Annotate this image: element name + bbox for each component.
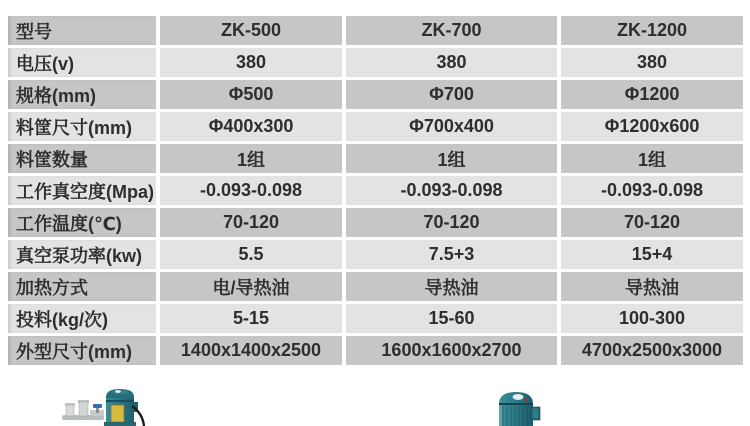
table-row-basket-size	[8, 112, 743, 141]
cell-zk1200: Φ1200x600	[561, 112, 743, 141]
cell-zk700: 15-60	[346, 304, 557, 333]
cell-zk1200: 380	[561, 48, 743, 77]
row-label: 料筐数量	[8, 144, 156, 173]
row-label: 工作温度(℃)	[8, 208, 156, 237]
cell-zk700: 380	[346, 48, 557, 77]
cell-zk500: Φ400x300	[160, 112, 342, 141]
cell-zk700: Φ700x400	[346, 112, 557, 141]
row-label: 外型尺寸(mm)	[8, 336, 156, 365]
row-label: 投料(kg/次)	[8, 304, 156, 333]
table-row-heating-method	[8, 272, 743, 301]
cell-zk1200: ZK-1200	[561, 16, 743, 45]
cell-zk700: 1600x1600x2700	[346, 336, 557, 365]
cell-zk700: 1组	[346, 144, 557, 173]
cell-zk500: 电/导热油	[160, 272, 342, 301]
cell-zk500: 380	[160, 48, 342, 77]
row-label: 规格(mm)	[8, 80, 156, 109]
cell-zk1200: 1组	[561, 144, 743, 173]
cell-zk500: 5.5	[160, 240, 342, 269]
cell-zk500: 1400x1400x2500	[160, 336, 342, 365]
cell-zk700: 70-120	[346, 208, 557, 237]
table-row-model	[8, 16, 743, 45]
cell-zk500: Φ500	[160, 80, 342, 109]
cell-zk500: -0.093-0.098	[160, 176, 342, 205]
cell-zk700: ZK-700	[346, 16, 557, 45]
cell-zk1200: 100-300	[561, 304, 743, 333]
row-label: 真空泵功率(kw)	[8, 240, 156, 269]
cell-zk1200: 15+4	[561, 240, 743, 269]
cell-zk700: 导热油	[346, 272, 557, 301]
table-row-feed-amount	[8, 304, 743, 333]
cell-zk500: 1组	[160, 144, 342, 173]
row-label: 型号	[8, 16, 156, 45]
cell-zk500: 5-15	[160, 304, 342, 333]
cell-zk1200: Φ1200	[561, 80, 743, 109]
cell-zk700: -0.093-0.098	[346, 176, 557, 205]
table-row-pump-power	[8, 240, 743, 269]
cell-zk1200: 导热油	[561, 272, 743, 301]
table-row-work-temp	[8, 208, 743, 237]
cell-zk1200: -0.093-0.098	[561, 176, 743, 205]
table-row-basket-count	[8, 144, 743, 173]
vacuum-pump-photo	[60, 388, 148, 426]
cell-zk500: 70-120	[160, 208, 342, 237]
row-label: 电压(v)	[8, 48, 156, 77]
row-label: 工作真空度(Mpa)	[8, 176, 156, 205]
cell-zk500: ZK-500	[160, 16, 342, 45]
cell-zk1200: 4700x2500x3000	[561, 336, 743, 365]
cell-zk700: Φ700	[346, 80, 557, 109]
spec-table	[4, 13, 747, 368]
motor-pump-photo	[492, 390, 544, 426]
table-row-outer-dimensions	[8, 336, 743, 365]
row-label: 料筐尺寸(mm)	[8, 112, 156, 141]
table-row-spec	[8, 80, 743, 109]
cell-zk700: 7.5+3	[346, 240, 557, 269]
cell-zk1200: 70-120	[561, 208, 743, 237]
table-row-vacuum-degree	[8, 176, 743, 205]
row-label: 加热方式	[8, 272, 156, 301]
table-row-voltage	[8, 48, 743, 77]
